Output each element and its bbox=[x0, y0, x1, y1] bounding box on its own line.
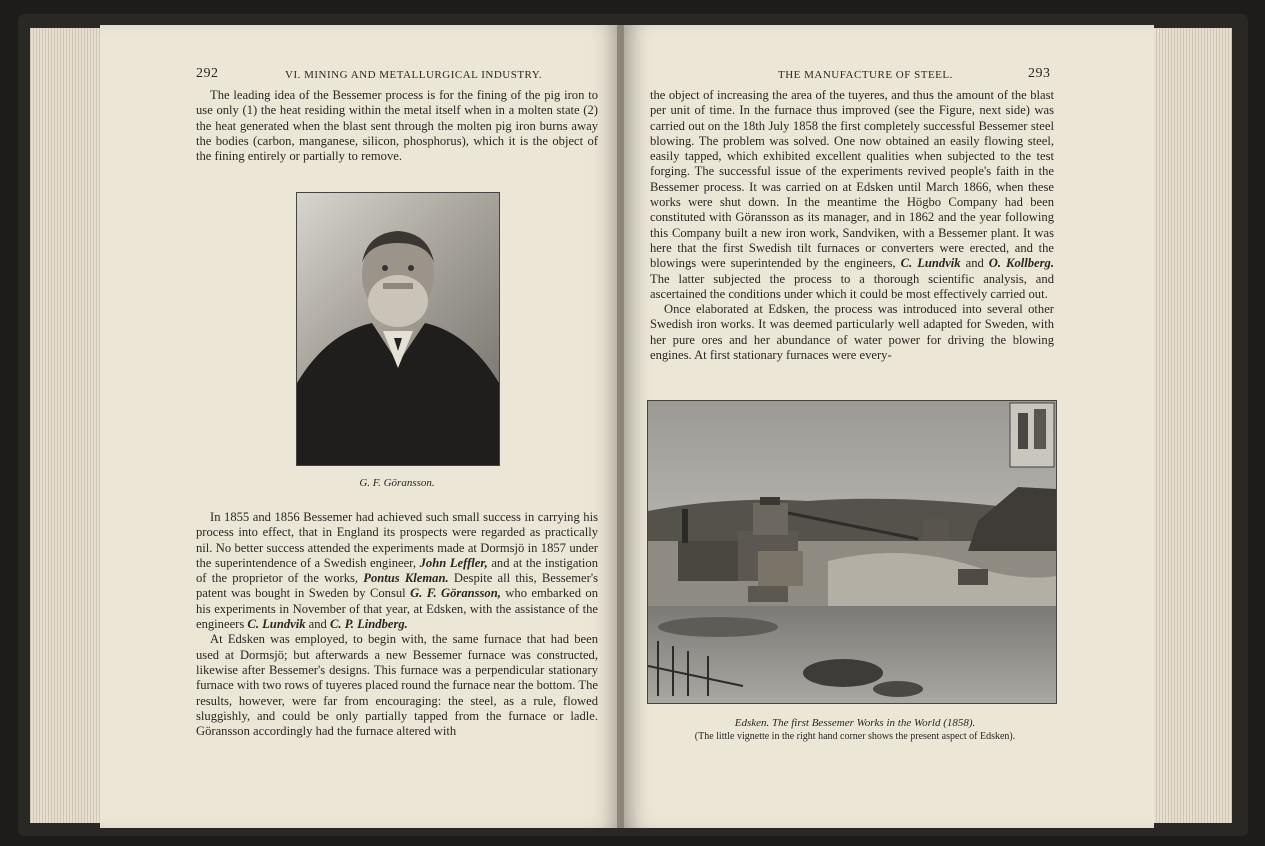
page-edges-right bbox=[1150, 28, 1232, 823]
name-kleman: Pontus Kleman. bbox=[363, 571, 449, 586]
para2-text-c: Despite all this, Bessemer's patent was bought in Sweden by Consul bbox=[196, 571, 599, 601]
portrait-image bbox=[297, 193, 499, 465]
right-para1-text-b: and bbox=[965, 256, 984, 271]
right-running-head: THE MANUFACTURE OF STEEL. bbox=[778, 69, 953, 81]
name-leffler: John Leffler, bbox=[419, 555, 488, 570]
figure-caption-block bbox=[630, 717, 1080, 742]
name-lindberg: C. P. Lindberg. bbox=[330, 617, 408, 632]
para2-text-d: who embarked on his experiments in November of that year, at Edsken, with the assistance of the engineers bbox=[196, 586, 599, 632]
para3: At Edsken was employed, to begin with, the same furnace that had been used at Dormsjö; but afterwards a new Bessemer furnace was constructed, likewise after Bessemer's designs. This furnace was a perpendicular stationary furnace with two rows of tuyeres placed round the furnace near the bottom. The results, however, were far from encouraging: the steel, as a rule, flowed sluggishly, and could be only partially tapped from the furnace or ladle. Göransson accordingly had the furnace altered with bbox=[196, 632, 598, 739]
edsken-landscape-image bbox=[648, 401, 1056, 703]
para2-text-e: and bbox=[308, 617, 327, 632]
intro-paragraph: The leading idea of the Bessemer process is for the fining of the pig iron to use only (1) the heat residing within the metal itself when in a molten state (2) the heat generated when the blast sent through the molten pig iron burns away the bodies (carbon, manganese, silicon, phosphorus), which it is the object of the fining entirely or partially to remove. bbox=[196, 88, 598, 164]
edsken-works-illustration bbox=[647, 400, 1057, 704]
name-goransson: G. F. Göransson, bbox=[410, 586, 501, 601]
left-page-number: 292 bbox=[196, 66, 219, 81]
para2-text-a: In 1855 and 1856 Bessemer had achieved such small success in carrying his process into effect, that in England its prospects were regarded as practically nil. No better success attended the experiments made at Dormsjö in 1857 under the superintendence of a Swedish engineer, bbox=[196, 510, 598, 570]
portrait-caption: G. F. Göransson. bbox=[359, 477, 435, 489]
name-kollberg: O. Kollberg. bbox=[988, 256, 1054, 271]
left-body-text bbox=[196, 510, 598, 739]
right-para2: Once elaborated at Edsken, the process was introduced into several other Swedish iron works. It was deemed particularly well adapted for Sweden, with her pure ores and her abundance of water power for driving the blowing engines. At first stationary furnaces were every- bbox=[650, 302, 1054, 363]
figure-caption: Edsken. The first Bessemer Works in the World (1858). bbox=[734, 717, 976, 729]
right-para1-text-a: the object of increasing the area of the tuyeres, and thus the amount of the blast per unit of time. In the furnace thus improved (see the Figure, next side) was carried out on the 18th July 1858 the first completely successful Bessemer steel blowing. The problem was solved. One now obtained an easily flowing steel, easily tapped, which exhibited excellent qualities when subjected to the test forging. The successful issue of the experiments revived people's faith in the Bessemer process. It was carried on at Edsken until March 1866, when these works were shut down. In the meantime the Högbo Company had been constituted with Göransson as its manager, and in 1862 and the year following this Company built a new iron work, Sandviken, with a Bessemer plant. It was here that the first Swedish tilt furnaces or converters were erected, and the blowings were superintended by the engineers, bbox=[650, 88, 1054, 271]
portrait-photo bbox=[296, 192, 500, 466]
para2-text-b: and at the instigation of the proprietor of the works, bbox=[196, 555, 598, 586]
left-running-head: VI. MINING AND METALLURGICAL INDUSTRY. bbox=[285, 69, 543, 81]
right-body-text bbox=[650, 88, 1054, 363]
name-lundvik-left: C. Lundvik bbox=[247, 617, 306, 632]
right-para1-text-c: The latter subjected the process to a thorough scientific analysis, and ascertained the conditions under which it could be most effectively carried out. bbox=[650, 271, 1054, 301]
page-edges-left bbox=[30, 28, 110, 823]
right-page-number: 293 bbox=[1028, 66, 1051, 81]
name-lundvik-right: C. Lundvik bbox=[900, 256, 961, 271]
figure-note: (The little vignette in the right hand corner shows the present aspect of Edsken). bbox=[694, 731, 1016, 742]
left-intro-text bbox=[196, 88, 598, 164]
